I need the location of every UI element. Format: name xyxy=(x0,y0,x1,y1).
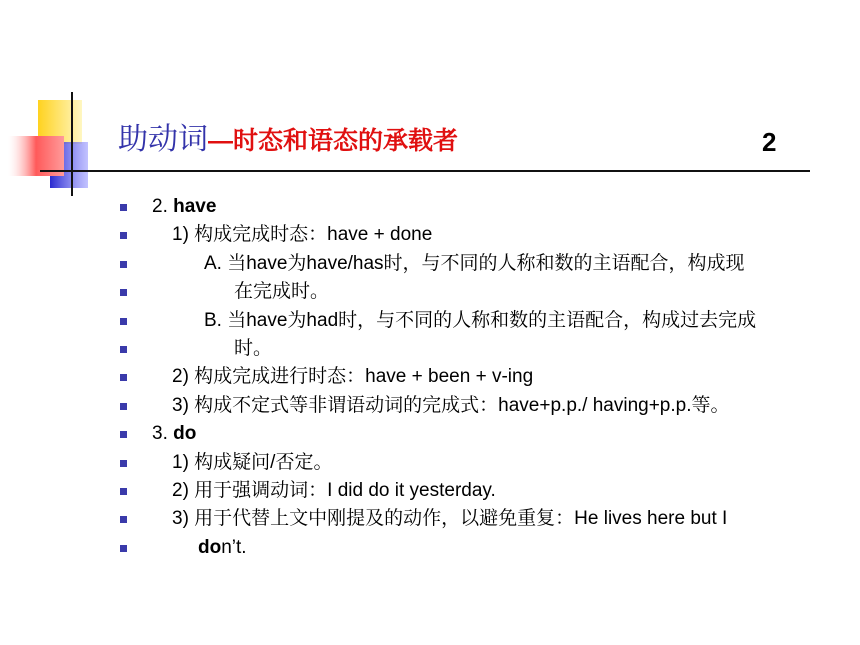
title-dash: — xyxy=(208,127,233,155)
line-text: 1) 构成疑问/否定。 xyxy=(172,451,333,473)
title-main: 助动词 xyxy=(118,123,208,156)
title-divider xyxy=(40,170,810,172)
section-heading-do: 3. do xyxy=(152,423,197,445)
square-bullet-icon xyxy=(120,403,127,410)
page-title xyxy=(118,118,458,163)
line-text: 2) 构成完成进行时态：have + been + v-ing xyxy=(172,366,534,388)
line-text: don’t. xyxy=(198,536,247,558)
square-bullet-icon xyxy=(120,545,127,552)
square-bullet-icon xyxy=(120,289,127,296)
square-bullet-icon xyxy=(120,374,127,381)
square-bullet-icon xyxy=(120,516,127,523)
square-bullet-icon xyxy=(120,204,127,211)
square-bullet-icon xyxy=(120,261,127,268)
section-heading-have: 2. have xyxy=(152,196,217,217)
line-text: 在完成时。 xyxy=(234,281,330,303)
square-bullet-icon xyxy=(120,318,127,325)
line-text: B. 当have为had时，与不同的人称和数的主语配合，构成过去完成 xyxy=(204,309,757,331)
square-bullet-icon xyxy=(120,346,127,353)
title-sub: 时态和语态的承载者 xyxy=(233,127,459,155)
line-text: A. 当have为have/has时，与不同的人称和数的主语配合，构成现 xyxy=(204,252,745,274)
slide-number: 2 xyxy=(762,127,777,157)
square-bullet-icon xyxy=(120,488,127,495)
line-text: 1) 构成完成时态：have + done xyxy=(172,224,433,246)
square-bullet-icon xyxy=(120,460,127,467)
square-bullet-icon xyxy=(120,232,127,239)
line-text: 时。 xyxy=(234,337,273,359)
square-bullet-icon xyxy=(120,431,127,438)
line-text: 2) 用于强调动词：I did do it yesterday. xyxy=(172,479,496,501)
line-text: 3) 用于代替上文中刚提及的动作，以避免重复：He lives here but I xyxy=(172,508,728,530)
line-text: 3) 构成不定式等非谓语动词的完成式：have+p.p./ having+p.p.等。 xyxy=(172,394,730,416)
